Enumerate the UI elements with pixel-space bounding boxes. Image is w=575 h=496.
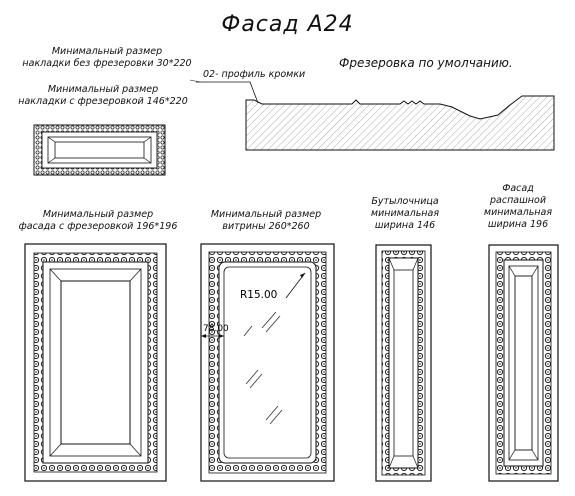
overlay-milled-line1: Минимальный размер [47, 84, 159, 95]
page-title: Фасад А24 [221, 12, 354, 37]
overlay-milled-drawing [34, 125, 165, 175]
edge-profile-section [246, 96, 554, 150]
vitrine-min-line2: витрины 260*260 [222, 221, 310, 232]
default-milling-label: Фрезеровка по умолчанию. [339, 56, 513, 70]
facade-min-line2: фасада с фрезеровкой 196*196 [18, 221, 178, 232]
overlay-plain-line1: Минимальный размер [51, 46, 163, 57]
swing-facade-line1: Фасад [502, 183, 534, 194]
radius-dimension: R15.00 [240, 289, 278, 301]
swing-facade-line2: распашной [490, 195, 546, 206]
edge-profile-label: 02- профиль кромки [203, 69, 306, 80]
swing-facade-line4: ширина 196 [487, 219, 549, 230]
facade-min-line1: Минимальный размер [42, 209, 154, 220]
swing-facade-drawing [489, 245, 558, 481]
swing-facade-line3: минимальная [483, 207, 553, 218]
bottle-rack-line1: Бутылочница [371, 196, 439, 207]
bottle-rack-drawing [376, 245, 431, 481]
overlay-plain-line2: накладки без фрезеровки 30*220 [22, 58, 192, 69]
facade-min-drawing [25, 244, 166, 481]
vitrine-min-line1: Минимальный размер [210, 209, 322, 220]
width-dimension: 78.00 [203, 324, 229, 334]
bottle-rack-line2: минимальная [370, 208, 440, 219]
overlay-milled-line2: накладки с фрезеровкой 146*220 [18, 96, 188, 107]
bottle-rack-line3: ширина 146 [374, 220, 436, 231]
vitrine-min-drawing [201, 244, 334, 481]
